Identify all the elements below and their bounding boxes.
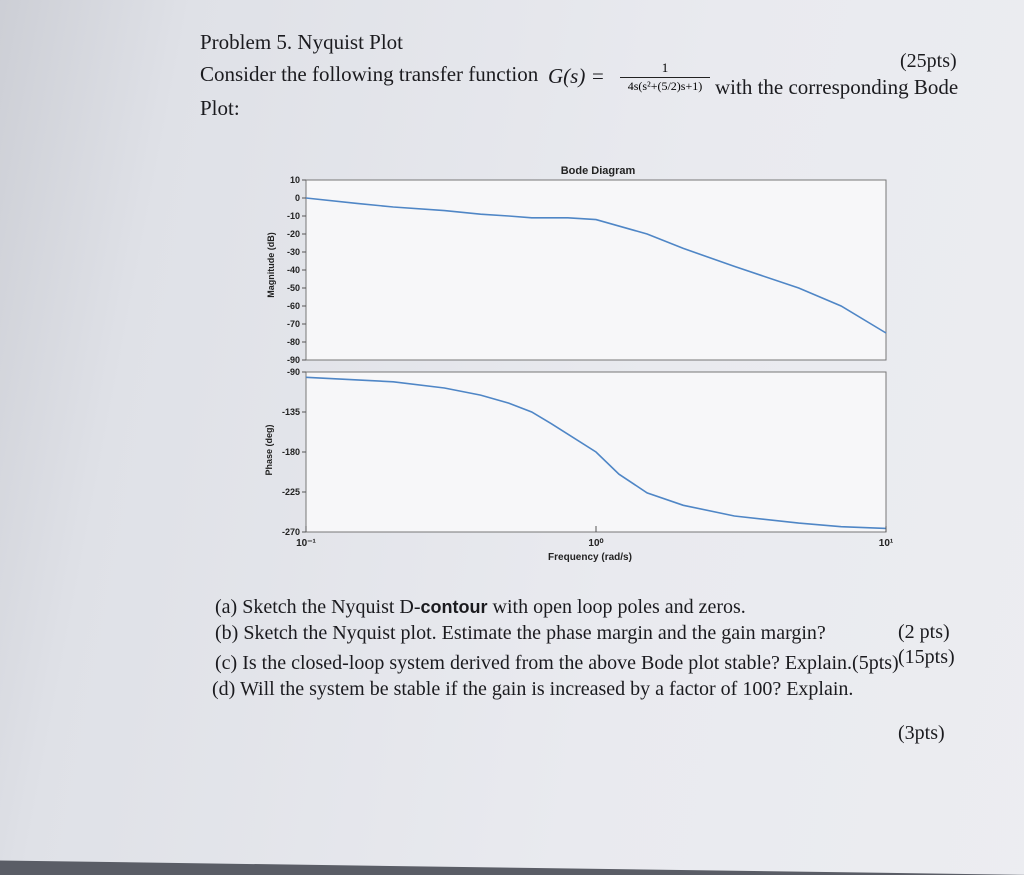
mag-ytick-label: -90 — [286, 355, 300, 365]
mag-ytick-label: -80 — [286, 337, 300, 347]
mag-ytick-label: -50 — [286, 283, 300, 293]
fraction-bar — [620, 77, 710, 78]
phase-ytick-label: -180 — [281, 447, 300, 457]
question-a-text-before: Sketch the Nyquist D- — [242, 596, 421, 618]
function-numerator: 1 — [661, 60, 669, 75]
phase-ytick-label: -90 — [286, 367, 300, 377]
intro-line-suffix: with the corresponding Bode — [715, 75, 959, 99]
function-denominator: 4s(s²+(5/2)s+1) — [627, 79, 703, 93]
mag-ytick-label: 10 — [289, 175, 300, 185]
x-tick-label: 10⁻¹ — [296, 538, 316, 549]
mag-ytick-label: -10 — [286, 211, 300, 221]
question-d-points: (3pts) — [898, 722, 945, 744]
magnitude-panel — [287, 175, 886, 365]
x-tick-label: 10¹ — [878, 538, 894, 549]
question-d-label: (d) — [212, 678, 236, 700]
question-a-points: (2 pts) — [898, 621, 950, 643]
problem-points: (25pts) — [900, 50, 957, 72]
intro-line-prefix: Consider the following transfer function — [200, 62, 539, 86]
phase-y-label: Phase (deg) — [264, 424, 274, 476]
bode-diagram — [250, 160, 910, 580]
mag-y-label: Magnitude (dB) — [266, 232, 276, 298]
question-a — [215, 596, 746, 619]
mag-ytick-label: -60 — [286, 301, 300, 311]
phase-ytick-label: -135 — [281, 407, 300, 417]
function-fraction — [620, 60, 710, 94]
question-a-text-after: with open loop poles and zeros. — [487, 596, 746, 618]
question-c — [215, 652, 899, 675]
x-axis-label: Frequency (rad/s) — [548, 552, 632, 563]
phase-ytick-label: -270 — [281, 527, 300, 537]
function-lhs: G(s) = — [548, 64, 605, 88]
intro-line-2: Plot: — [200, 96, 240, 120]
question-c-label: (c) — [215, 652, 238, 674]
question-b-label: (b) — [215, 622, 239, 644]
question-d-text: Will the system be stable if the gain is increased by a factor of 100? Explain. — [239, 678, 854, 700]
phase-ytick-label: -225 — [281, 487, 300, 497]
bode-title: Bode Diagram — [560, 165, 636, 177]
question-a-bold: contour — [420, 597, 488, 617]
phase-panel — [282, 367, 886, 537]
mag-ytick-label: -40 — [286, 265, 300, 275]
question-c-text: Is the closed-loop system derived from the above Bode plot stable? Explain.(5pts) — [242, 652, 899, 674]
question-d — [212, 678, 853, 701]
mag-ytick-label: -30 — [286, 247, 300, 257]
mag-ytick-label: -70 — [286, 319, 300, 329]
x-tick-label: 10⁰ — [588, 538, 604, 549]
question-b-points: (15pts) — [898, 646, 955, 668]
problem-title: Problem 5. Nyquist Plot — [200, 30, 404, 54]
question-b-text: Sketch the Nyquist plot. Estimate the phase margin and the gain margin? — [243, 622, 826, 644]
mag-ytick-label: 0 — [294, 193, 300, 203]
question-a-label: (a) — [215, 596, 238, 618]
mag-ytick-label: -20 — [286, 229, 300, 239]
question-b — [215, 622, 826, 645]
